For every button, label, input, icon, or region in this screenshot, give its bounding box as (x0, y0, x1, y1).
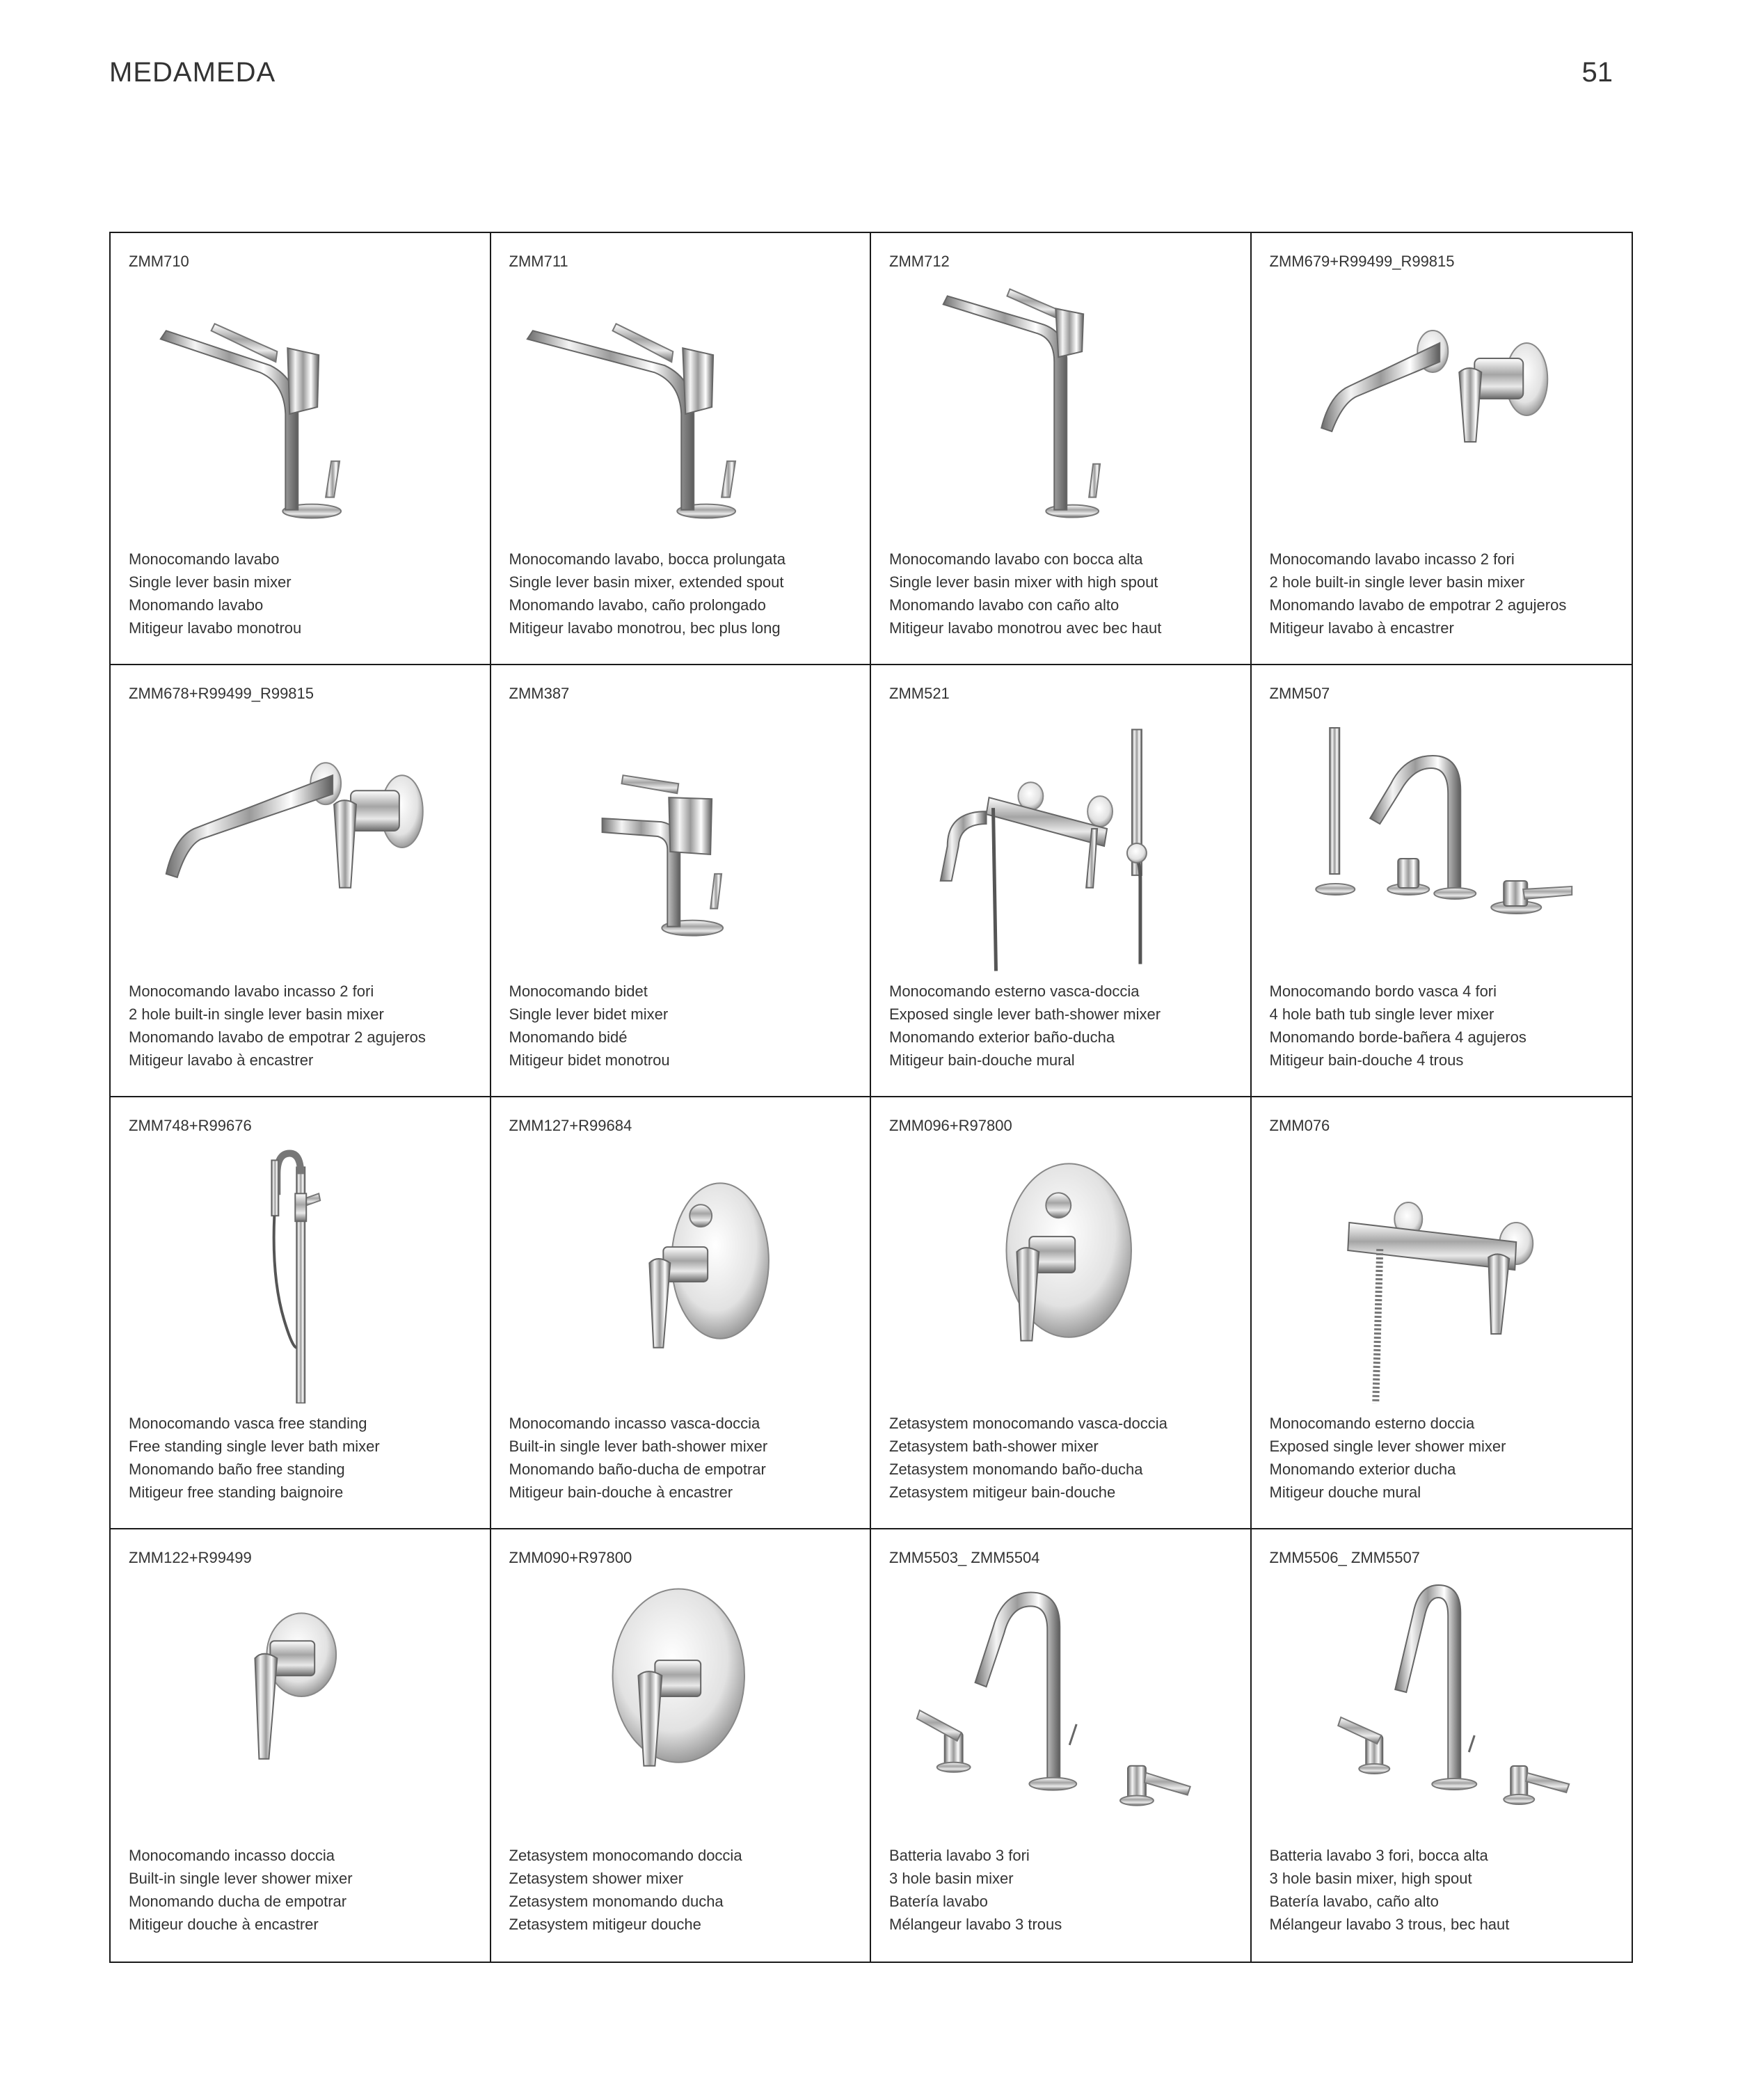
desc-spanish: Monomando lavabo (129, 596, 264, 614)
desc-italian: Monocomando bordo vasca 4 fori (1269, 983, 1497, 1000)
product-cell (111, 1097, 491, 1529)
desc-french: Mitigeur lavabo monotrou (129, 619, 302, 637)
product-code: ZMM076 (1269, 1117, 1330, 1134)
bidet-mixer-icon (491, 707, 870, 971)
desc-italian: Monocomando lavabo (129, 550, 280, 568)
desc-english: 3 hole basin mixer, high spout (1269, 1870, 1472, 1887)
desc-english: Built-in single lever bath-shower mixer (509, 1438, 768, 1455)
desc-italian: Monocomando esterno doccia (1269, 1415, 1475, 1432)
product-cell (1252, 233, 1632, 665)
desc-english: 4 hole bath tub single lever mixer (1269, 1005, 1494, 1023)
product-cell (491, 1097, 872, 1529)
product-cell (491, 665, 872, 1097)
desc-english: Single lever basin mixer, extended spout (509, 573, 784, 591)
desc-italian: Monocomando lavabo, bocca prolungata (509, 550, 786, 568)
product-code: ZMM5506_ ZMM5507 (1269, 1549, 1420, 1566)
desc-french: Mitigeur free standing baignoire (129, 1483, 344, 1501)
desc-spanish: Monomando bidé (509, 1028, 628, 1046)
desc-spanish: Batería lavabo (889, 1893, 988, 1910)
product-cell (871, 665, 1252, 1097)
product-code: ZMM5503_ ZMM5504 (889, 1549, 1040, 1566)
product-cell (111, 1529, 491, 1962)
desc-french: Mitigeur bidet monotrou (509, 1051, 670, 1069)
zetasystem-bath-shower-mixer-icon (871, 1139, 1250, 1403)
product-cell (111, 233, 491, 665)
page-number: 51 (1581, 57, 1613, 88)
desc-french: Mitigeur lavabo à encastrer (129, 1051, 314, 1069)
basin-mixer-icon (111, 275, 490, 539)
product-code: ZMM710 (129, 253, 189, 270)
free-standing-bath-mixer-icon (111, 1139, 490, 1403)
desc-spanish: Monomando lavabo de empotrar 2 agujeros (129, 1028, 426, 1046)
desc-french: Mitigeur lavabo monotrou, bec plus long (509, 619, 781, 637)
desc-french: Mitigeur douche à encastrer (129, 1916, 319, 1933)
desc-english: Single lever basin mixer (129, 573, 292, 591)
desc-italian: Batteria lavabo 3 fori, bocca alta (1269, 1847, 1488, 1864)
product-cell (491, 233, 872, 665)
desc-spanish: Monomando lavabo con caño alto (889, 596, 1119, 614)
product-cell (111, 665, 491, 1097)
built-in-shower-mixer-icon (111, 1571, 490, 1836)
desc-french: Mitigeur lavabo à encastrer (1269, 619, 1454, 637)
product-code: ZMM712 (889, 253, 950, 270)
desc-french: Mitigeur douche mural (1269, 1483, 1421, 1501)
product-code: ZMM711 (509, 253, 568, 270)
product-code: ZMM122+R99499 (129, 1549, 252, 1566)
product-code: ZMM507 (1269, 685, 1330, 702)
desc-english: Zetasystem bath-shower mixer (889, 1438, 1099, 1455)
desc-spanish: Monomando baño-ducha de empotrar (509, 1461, 766, 1478)
desc-english: Exposed single lever shower mixer (1269, 1438, 1506, 1455)
desc-italian: Monocomando lavabo incasso 2 fori (129, 983, 374, 1000)
product-code: ZMM387 (509, 685, 570, 702)
desc-spanish: Monomando baño free standing (129, 1461, 345, 1478)
desc-spanish: Monomando borde-bañera 4 agujeros (1269, 1028, 1526, 1046)
product-code: ZMM127+R99684 (509, 1117, 632, 1134)
desc-english: 2 hole built-in single lever basin mixer (1269, 573, 1525, 591)
desc-spanish: Monomando exterior ducha (1269, 1461, 1456, 1478)
desc-french: Mélangeur lavabo 3 trous (889, 1916, 1062, 1933)
desc-french: Zetasystem mitigeur douche (509, 1916, 701, 1933)
basin-mixer-high-spout-icon (871, 275, 1250, 539)
desc-english: 2 hole built-in single lever basin mixer (129, 1005, 384, 1023)
desc-english: Zetasystem shower mixer (509, 1870, 684, 1887)
product-cell (871, 233, 1252, 665)
product-cell (871, 1097, 1252, 1529)
desc-spanish: Monomando lavabo de empotrar 2 agujeros (1269, 596, 1567, 614)
desc-french: Mitigeur bain-douche à encastrer (509, 1483, 733, 1501)
desc-french: Zetasystem mitigeur bain-douche (889, 1483, 1116, 1501)
product-code: ZMM090+R97800 (509, 1549, 632, 1566)
zetasystem-shower-mixer-icon (491, 1571, 870, 1836)
desc-spanish: Monomando lavabo, caño prolongado (509, 596, 766, 614)
desc-italian: Monocomando lavabo incasso 2 fori (1269, 550, 1515, 568)
desc-italian: Monocomando esterno vasca-doccia (889, 983, 1140, 1000)
built-in-bath-shower-mixer-icon (491, 1139, 870, 1403)
desc-english: Single lever basin mixer with high spout (889, 573, 1158, 591)
bath-shower-mixer-icon (871, 707, 1250, 971)
desc-italian: Zetasystem monocomando vasca-doccia (889, 1415, 1167, 1432)
product-code: ZMM678+R99499_R99815 (129, 685, 314, 702)
desc-french: Mitigeur bain-douche mural (889, 1051, 1075, 1069)
desc-italian: Monocomando bidet (509, 983, 648, 1000)
basin-mixer-extended-spout-icon (491, 275, 870, 539)
desc-spanish: Zetasystem monomando ducha (509, 1893, 724, 1910)
product-code: ZMM679+R99499_R99815 (1269, 253, 1455, 270)
desc-italian: Monocomando incasso doccia (129, 1847, 335, 1864)
product-cell (1252, 1529, 1632, 1962)
desc-italian: Zetasystem monocomando doccia (509, 1847, 742, 1864)
exposed-shower-mixer-icon (1252, 1139, 1632, 1403)
desc-english: 3 hole basin mixer (889, 1870, 1014, 1887)
desc-italian: Monocomando lavabo con bocca alta (889, 550, 1143, 568)
desc-english: Exposed single lever bath-shower mixer (889, 1005, 1161, 1023)
desc-english: Free standing single lever bath mixer (129, 1438, 380, 1455)
desc-french: Mitigeur bain-douche 4 trous (1269, 1051, 1464, 1069)
three-hole-basin-mixer-high-spout-icon (1252, 1571, 1632, 1836)
desc-italian: Batteria lavabo 3 fori (889, 1847, 1030, 1864)
product-cell (871, 1529, 1252, 1962)
desc-english: Built-in single lever shower mixer (129, 1870, 353, 1887)
brand-name: MEDAMEDA (109, 57, 276, 88)
product-code: ZMM748+R99676 (129, 1117, 252, 1134)
desc-spanish: Monomando exterior baño-ducha (889, 1028, 1115, 1046)
product-cell (1252, 665, 1632, 1097)
product-cell (491, 1529, 872, 1962)
product-grid (109, 232, 1633, 1963)
product-code: ZMM521 (889, 685, 950, 702)
desc-spanish: Zetasystem monomando baño-ducha (889, 1461, 1143, 1478)
wall-basin-mixer-icon (1252, 275, 1632, 539)
desc-italian: Monocomando incasso vasca-doccia (509, 1415, 760, 1432)
bath-tub-4-hole-mixer-icon (1252, 707, 1632, 971)
product-code: ZMM096+R97800 (889, 1117, 1012, 1134)
desc-english: Single lever bidet mixer (509, 1005, 669, 1023)
desc-italian: Monocomando vasca free standing (129, 1415, 367, 1432)
desc-french: Mitigeur lavabo monotrou avec bec haut (889, 619, 1162, 637)
desc-french: Mélangeur lavabo 3 trous, bec haut (1269, 1916, 1510, 1933)
desc-spanish: Monomando ducha de empotrar (129, 1893, 347, 1910)
three-hole-basin-mixer-icon (871, 1571, 1250, 1836)
desc-spanish: Batería lavabo, caño alto (1269, 1893, 1439, 1910)
wall-basin-mixer-icon (111, 707, 490, 971)
product-cell (1252, 1097, 1632, 1529)
